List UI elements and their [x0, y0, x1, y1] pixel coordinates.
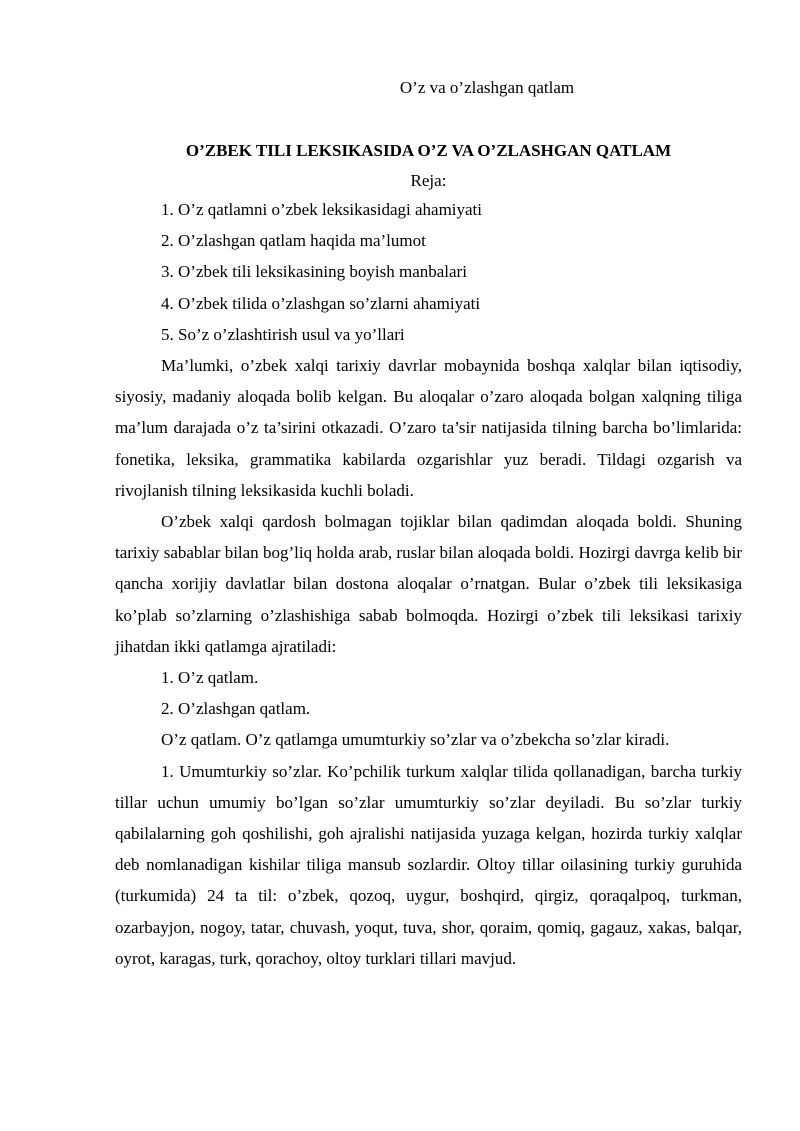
paragraph-own-layer: O’z qatlam. O’z qatlamga umumturkiy so’zlar va o’zbekcha so’zlar kiradi. [161, 730, 670, 750]
plan-item: 1. O’z qatlamni o’zbek leksikasidagi ahamiyati [161, 200, 483, 219]
plan-list [115, 194, 742, 350]
paragraph-contacts: O’zbek xalqi qardosh bolmagan tojiklar bilan qadimdan aloqada boldi. Shuning tarixiy sabablar bilan bog’liq holda arab, ruslar bilan aloqada boldi. Hozirgi davrga kelib bir qancha xorijiy davlatlar bilan dostona aloqalar o’rnatgan. Bular o’zbek tili leksikasiga ko’plab so’zlarning o’zlashishiga sabab bolmoqda. Hozirgi o’zbek tili leksikasi tarixiy jihatdan ikki qatlamga ajratiladi: [115, 512, 742, 656]
document-page [115, 74, 742, 974]
plan-item: 3. O’zbek tili leksikasining boyish manbalari [161, 262, 467, 282]
layer-item: 2. O’zlashgan qatlam. [161, 699, 311, 719]
layer-list [115, 662, 742, 724]
paragraph-common-turkic: 1. Umumturkiy so’zlar. Ko’pchilik turkum xalqlar tilida qollanadigan, barcha turkiy tillar uchun umumiy bo’lgan so’zlar umumturkiy so’zlar deyiladi. Bu so’zlar turkiy qabilalarning goh qoshilishi, goh ajralishi natijasida yuzaga kelgan, hozirda turkiy xalqlar deb nomlanadigan kishilar tiliga mansub sozlardir. Oltoy tillar oilasining turkiy guruhida (turkumida) 24 ta til: o’zbek, qozoq, uygur, boshqird, qirgiz, qoraqalpoq, turkman, ozarbayjon, nogoy, tatar, chuvash, yoqut, tuva, shor, qoraim, qomiq, gagauz, xakas, balqar, oyrot, karagas, turk, qorachoy, oltoy turklari tillari mavjud. [115, 761, 742, 968]
plan-item: 4. O’zbek tilida o’zlashgan so’zlarni ahamiyati [161, 293, 481, 313]
layer-item: 1. O’z qatlam. [161, 668, 259, 688]
plan-item: 2. O’zlashgan qatlam haqida ma’lumot [161, 231, 426, 251]
plan-item: 5. So’z o’zlashtirish usul va yo’llari [161, 324, 405, 344]
paragraph-intro: Ma’lumki, o’zbek xalqi tarixiy davrlar mobaynida boshqa xalqlar bilan iqtisodiy, siyosiy, madaniy aloqada bolib kelgan. Bu aloqalar o’zaro aloqada bolgan xalqning tiliga ma’lum darajada o’z ta’sirini otkazadi. O’zaro ta’sir natijasida tilning barcha bo’limlarida: fonetika, leksika, grammatika kabilarda ozgarishlar yuz beradi. Tildagi ozgarish va rivojlanish tilning leksikasida kuchli boladi. [115, 356, 742, 500]
header-title: O’z va o’zlashgan qatlam [399, 78, 575, 97]
main-title: O’ZBEK TILI LEKSIKASIDA O’Z VA O’ZLASHGAN QATLAM [185, 141, 672, 160]
plan-label: Reja: [410, 171, 447, 190]
